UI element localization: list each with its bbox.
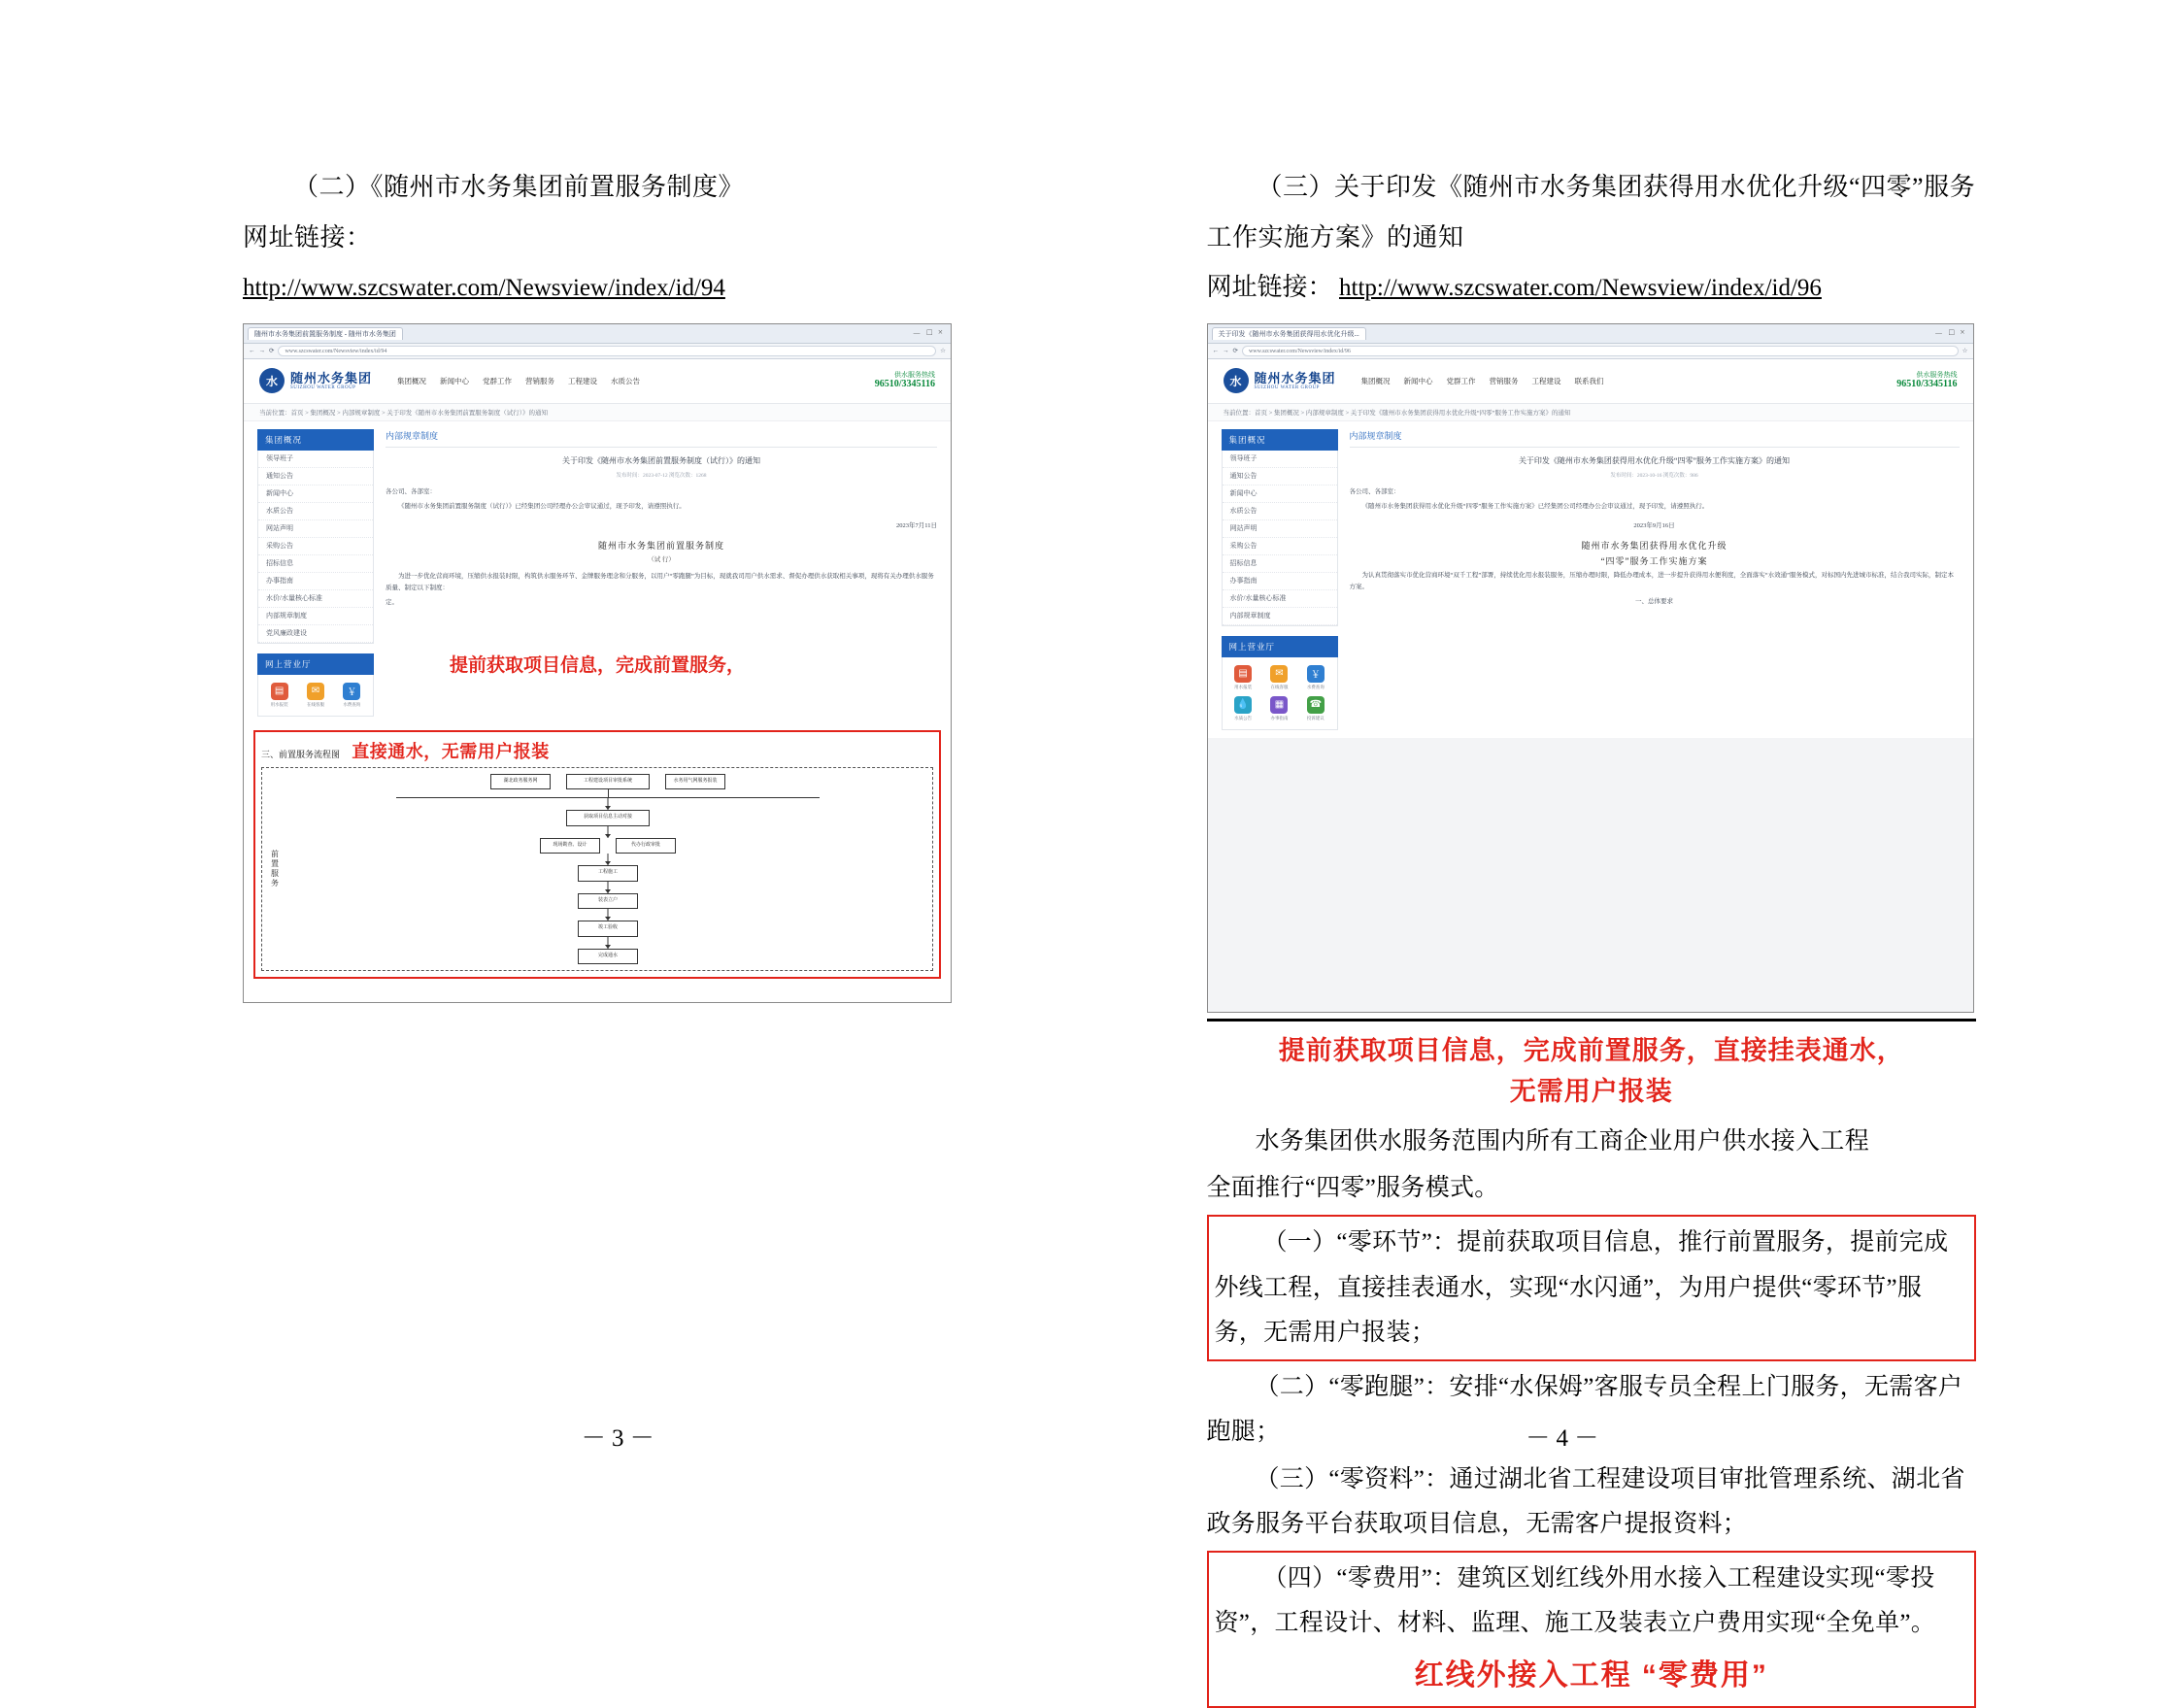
report-install-icon: ▤ xyxy=(1234,665,1252,683)
flowchart-title-row xyxy=(261,738,933,763)
annotation-line-1: 提前获取项目信息，完成前置服务， xyxy=(449,654,745,676)
inner-doc-heading-line1: 随州市水务集团获得用水优化升级 xyxy=(1581,540,1727,551)
bookmark-star-icon[interactable]: ☆ xyxy=(1962,348,1968,355)
service-icon-cell[interactable] xyxy=(1226,665,1260,690)
service-icon-label: 办事指南 xyxy=(1270,715,1289,720)
minimize-icon[interactable]: － xyxy=(912,328,922,339)
flow-node: 装表立户 xyxy=(578,893,638,910)
annotation-line-2: 无需用户报装 xyxy=(1509,1077,1673,1107)
site-logo[interactable] xyxy=(1224,368,1336,393)
sidebar-item[interactable]: 新闻中心 xyxy=(258,486,373,503)
window-controls[interactable] xyxy=(1934,327,1969,340)
article-paragraph: 各公司、各部室： xyxy=(1349,487,1400,495)
browser-addressbar xyxy=(244,344,951,359)
bill-query-icon: ￥ xyxy=(343,683,360,700)
nav-item[interactable]: 新闻中心 xyxy=(1403,376,1433,385)
sidebar-title-2: 网上营业厅 xyxy=(1222,636,1338,657)
left-url-label: 网址链接： xyxy=(243,222,372,251)
close-icon[interactable]: × xyxy=(937,326,943,337)
back-icon[interactable]: ← xyxy=(249,347,255,354)
flow-chain xyxy=(287,865,928,964)
address-input[interactable]: www.szcswater.com/Newsview/index/id/94 xyxy=(278,346,936,356)
sidebar-item[interactable]: 招标信息 xyxy=(258,555,373,573)
forward-icon[interactable]: → xyxy=(1223,347,1229,354)
sidebar-item[interactable]: 网站声明 xyxy=(258,520,373,538)
sidebar-list[interactable] xyxy=(257,451,374,644)
maximize-icon[interactable]: □ xyxy=(926,326,932,337)
sidebar-item[interactable]: 党风廉政建设 xyxy=(258,625,373,643)
sidebar-title-2: 网上营业厅 xyxy=(257,653,374,675)
sidebar-item[interactable]: 领导班子 xyxy=(1223,451,1337,468)
site-viewport xyxy=(244,359,951,1002)
nav-item[interactable]: 工程建设 xyxy=(1531,376,1561,385)
logo-text-cn: 随州水务集团 xyxy=(1254,370,1336,385)
flowchart-row-2 xyxy=(287,838,928,854)
sidebar-item[interactable]: 水质公告 xyxy=(258,503,373,520)
sidebar-item[interactable]: 办事指南 xyxy=(1223,573,1337,590)
browser-tab[interactable]: 随州市水务集团前置服务制度 - 随州市水务集团 xyxy=(248,327,403,340)
flow-node: 湖北政务服务网 xyxy=(490,774,551,790)
service-icon-label: 在线客服 xyxy=(1270,684,1289,689)
flowchart xyxy=(253,730,941,980)
page-divider xyxy=(1207,1019,1977,1021)
nav-item[interactable]: 新闻中心 xyxy=(440,376,470,385)
guide-icon: ▦ xyxy=(1270,696,1288,714)
service-icon-label: 水费查询 xyxy=(1306,684,1325,689)
service-icon-cell[interactable] xyxy=(335,683,369,708)
article-paragraph: 《随州市水务集团获得用水优化升级“四零”服务工作实施方案》已经集团公司经理办公会审议通过，现予印发，请遵照执行。 xyxy=(1361,502,1709,510)
browser-addressbar xyxy=(1208,344,1973,359)
window-controls[interactable] xyxy=(912,327,947,340)
service-icon-grid[interactable] xyxy=(257,675,374,717)
flowchart-title: 三、前置服务流程图 xyxy=(261,749,341,759)
chat-icon: ✉ xyxy=(307,683,324,700)
bill-query-icon: ￥ xyxy=(1307,665,1325,683)
article-meta: 发布时间：2023-10-16 浏览次数：986 xyxy=(1610,472,1698,479)
nav-item[interactable]: 党群工作 xyxy=(483,376,513,385)
sidebar-item[interactable]: 通知公告 xyxy=(258,468,373,486)
article-paragraph: 各公司、各部室： xyxy=(386,487,436,495)
highlight-box-item-4 xyxy=(1207,1551,1977,1708)
address-input[interactable]: www.szcswater.com/Newsview/index/id/96 xyxy=(1242,346,1959,356)
chat-icon: ✉ xyxy=(1270,665,1288,683)
flow-connector xyxy=(287,854,928,865)
flow-connector xyxy=(287,882,928,893)
service-icon-label: 投诉建议 xyxy=(1306,715,1325,720)
nav-item[interactable]: 营销服务 xyxy=(1489,376,1519,385)
article-title: 关于印发《随州市水务集团获得用水优化升级“四零”服务工作实施方案》的通知 xyxy=(1518,455,1791,465)
nav-item[interactable]: 工程建设 xyxy=(568,376,598,385)
nav-item[interactable]: 集团概况 xyxy=(397,376,427,385)
sidebar-item[interactable]: 内部规章制度 xyxy=(1223,608,1337,625)
bookmark-star-icon[interactable]: ☆ xyxy=(940,348,946,355)
flow-connector xyxy=(287,826,928,838)
left-page xyxy=(146,165,1090,1483)
annotation-line-2: 直接通水，无需用户报装 xyxy=(352,741,550,761)
nav-item[interactable]: 集团概况 xyxy=(1360,376,1391,385)
nav-item[interactable]: 水质公告 xyxy=(611,376,641,385)
left-url[interactable]: http://www.szcswater.com/Newsview/index/id/94 xyxy=(243,275,725,301)
right-heading-line2: 工作实施方案》的通知 xyxy=(1206,222,1464,251)
flow-node: 工程建设项目审批系统 xyxy=(566,774,650,790)
flow-connector xyxy=(287,909,928,921)
doc-item: （三）“零资料”：通过湖北省工程建设项目审批管理系统、湖北省政务服务平台获取项目信息，无需客户提报资料； xyxy=(1206,1465,1965,1537)
sidebar-item[interactable]: 采购公告 xyxy=(1223,538,1337,555)
service-icon-cell[interactable] xyxy=(298,683,332,708)
article-meta: 发布时间：2023-07-12 浏览次数：1268 xyxy=(616,472,707,479)
sidebar-item[interactable]: 通知公告 xyxy=(1223,468,1337,486)
service-icon-label: 水费查询 xyxy=(343,701,361,707)
flow-merge-wrap xyxy=(287,810,928,826)
sidebar-list[interactable] xyxy=(1222,451,1338,626)
site-body xyxy=(244,421,951,724)
service-icon-cell[interactable] xyxy=(1298,665,1332,690)
right-page-number: － 4 － xyxy=(1526,1425,1599,1452)
hotline xyxy=(875,371,935,390)
flow-node: 竣工验收 xyxy=(578,921,638,937)
logo-text-en: SUIZHOU WATER GROUP xyxy=(290,385,356,390)
service-icon-cell[interactable] xyxy=(1262,696,1296,721)
browser-tabbar xyxy=(1208,324,1973,344)
close-icon[interactable]: × xyxy=(1960,326,1965,337)
water-quality-icon: 💧 xyxy=(1234,696,1252,714)
left-heading: （二）《随州市水务集团前置服务制度》 xyxy=(293,173,745,201)
right-url[interactable]: http://www.szcswater.com/Newsview/index/id/96 xyxy=(1339,275,1822,301)
report-install-icon: ▤ xyxy=(271,683,288,700)
flowchart-inner xyxy=(261,767,933,972)
site-nav[interactable] xyxy=(397,376,640,386)
main-section-title: 内部规章制度 xyxy=(1350,429,1960,448)
sidebar-item[interactable]: 水质公告 xyxy=(1223,503,1337,520)
right-screenshot xyxy=(1207,323,1974,1013)
article-date: 2023年9月16日 xyxy=(1633,521,1675,529)
sidebar-item[interactable]: 招标信息 xyxy=(1223,555,1337,573)
site-nav[interactable] xyxy=(1361,376,1604,386)
right-page xyxy=(1090,165,2035,1691)
hotline-number: 96510/3345116 xyxy=(874,379,935,390)
article-paragraph: 《随州市水务集团前置服务制度（试行）》已经集团公司经理办公会审议通过，现予印发，请遵照执行。 xyxy=(398,502,686,510)
site-body xyxy=(1208,421,1973,738)
service-icon-label: 在线客服 xyxy=(306,701,324,707)
site-viewport xyxy=(1208,359,1973,738)
browser-tab[interactable]: 关于印发《随州市水务集团获得用水优化升级... xyxy=(1212,327,1366,340)
article-date: 2023年7月11日 xyxy=(895,521,937,529)
inner-doc-heading: 随州市水务集团前置服务制度 xyxy=(597,540,724,551)
sidebar-item[interactable]: 办事指南 xyxy=(258,573,373,590)
inner-doc-section: 一、总体要求 xyxy=(1635,597,1673,605)
right-url-label: 网址链接： xyxy=(1206,273,1333,301)
nav-item[interactable]: 党群工作 xyxy=(1446,376,1476,385)
maximize-icon[interactable]: □ xyxy=(1948,326,1955,337)
flowchart-vertical-label: 前置服务 xyxy=(270,850,280,888)
left-screenshot xyxy=(243,323,952,1003)
doc-item: （一）“零环节”：提前获取项目信息，推行前置服务，提前完成外线工程，直接挂表通水，实现“水闪通”，为用户提供“零环节”服务，无需用户报装； xyxy=(1214,1229,1949,1346)
service-icon-cell[interactable] xyxy=(1298,696,1332,721)
inner-doc-subheading: （试 行） xyxy=(648,555,675,563)
doc-paragraph: 全面推行“四零”服务模式。 xyxy=(1206,1175,1499,1201)
sidebar-item[interactable]: 水价/水量核心标准 xyxy=(1223,590,1337,608)
sidebar-item[interactable]: 内部规章制度 xyxy=(258,608,373,625)
hotline-number: 96510/3345116 xyxy=(1896,379,1958,390)
reload-icon[interactable]: ⟳ xyxy=(269,348,275,355)
service-icon-label: 用水报装 xyxy=(1234,684,1253,689)
left-url-line xyxy=(243,265,1013,310)
browser-tabbar xyxy=(244,324,951,344)
hotline xyxy=(1896,371,1957,390)
service-icon-cell[interactable] xyxy=(262,683,296,708)
forward-icon[interactable]: → xyxy=(258,347,265,354)
flow-node: 工程施工 xyxy=(578,865,638,882)
flowchart-row-1 xyxy=(287,774,928,790)
right-url-line xyxy=(1207,265,1977,310)
sidebar-title: 集团概况 xyxy=(1222,429,1338,451)
doc-paragraph: 水务集团供水服务范围内所有工商企业用户供水接入工程 xyxy=(1255,1127,1870,1155)
inner-doc-heading-line2: “四零”服务工作实施方案 xyxy=(1600,555,1708,566)
service-icon-grid[interactable] xyxy=(1222,657,1338,730)
hotline-label: 供水服务热线 xyxy=(1916,371,1958,380)
water-drop-logo-icon: 水 xyxy=(259,368,285,393)
service-icon-cell[interactable] xyxy=(1226,696,1260,721)
service-icon-cell[interactable] xyxy=(1262,665,1296,690)
flow-connector xyxy=(287,789,928,797)
back-icon[interactable]: ← xyxy=(1212,347,1219,354)
annotation-line-1: 提前获取项目信息，完成前置服务，直接挂表通水， xyxy=(1278,1035,1904,1065)
nav-item[interactable]: 营销服务 xyxy=(525,376,555,385)
flow-connector xyxy=(287,798,928,810)
main-column xyxy=(1350,429,1960,730)
breadcrumb: 当前位置：首页 > 集团概况 > 内部规章制度 > 关于印发《随州市水务集团获得用水优化升级“四零”服务工作实施方案》的通知 xyxy=(1208,404,1973,421)
flow-node: 水务用气网服务报装 xyxy=(665,774,725,790)
logo-text-cn: 随州水务集团 xyxy=(290,370,373,385)
doc-item: （四）“零费用”：建筑区划红线外用水接入工程建设实现“零投资”，工程设计、材料、监理、施工及装表立户费用实现“全免单”。 xyxy=(1214,1565,1936,1637)
main-section-title: 内部规章制度 xyxy=(386,429,937,448)
sidebar-item[interactable]: 水价/水量核心标准 xyxy=(258,590,373,608)
site-header xyxy=(1208,359,1973,404)
article-title: 关于印发《随州市水务集团前置服务制度（试行）》的通知 xyxy=(562,455,760,465)
doc-item: （二）“零跑腿”：安排“水保姆”客服专员全程上门服务，无需客户跑腿； xyxy=(1206,1374,1963,1446)
service-icon-label: 用水报装 xyxy=(270,701,288,707)
hotline-label: 供水服务热线 xyxy=(894,371,935,380)
right-doc-content xyxy=(1207,1031,1977,1708)
sidebar-item[interactable]: 采购公告 xyxy=(258,538,373,555)
nav-item[interactable]: 联系我们 xyxy=(1574,376,1604,385)
logo-text-en: SUIZHOU WATER GROUP xyxy=(1254,385,1320,390)
site-header xyxy=(244,359,951,404)
sidebar xyxy=(1222,429,1338,730)
flow-connector xyxy=(287,937,928,949)
inner-doc-tail: 定。 xyxy=(386,598,398,606)
big-annotation: 红线外接入工程 “零费用” xyxy=(1414,1658,1768,1691)
water-drop-logo-icon: 水 xyxy=(1224,368,1249,393)
flow-node: 获取项目信息主动对接 xyxy=(566,810,650,826)
inner-doc-body: 为进一步优化营商环境，压缩供水报装时限，构筑供水服务环节、金牌服务理念和分服务，以用户“零跑腿”为目标，现就我司用户供水需求、督促办理供水获取相关事项，现将有关办理供水服务质量、制定以下制度： xyxy=(386,572,934,591)
sidebar-item[interactable]: 领导班子 xyxy=(258,451,373,468)
flow-node: 代办行政审批 xyxy=(616,838,676,854)
highlight-box-item-1 xyxy=(1207,1215,1977,1361)
site-logo[interactable] xyxy=(259,368,372,393)
breadcrumb: 当前位置：首页 > 集团概况 > 内部规章制度 > 关于印发《随州市水务集团前置服务制度（试行）》的通知 xyxy=(244,404,951,421)
sidebar-item[interactable]: 网站声明 xyxy=(1223,520,1337,538)
sidebar-title: 集团概况 xyxy=(257,429,374,451)
left-page-number: － 3 － xyxy=(581,1425,654,1452)
reload-icon[interactable]: ⟳ xyxy=(1232,348,1238,355)
sidebar-item[interactable]: 新闻中心 xyxy=(1223,486,1337,503)
minimize-icon[interactable]: － xyxy=(1933,328,1943,339)
phone-icon: ☎ xyxy=(1307,696,1325,714)
right-heading-line1: （三）关于印发《随州市水务集团获得用水优化升级“四零”服务 xyxy=(1257,173,1976,201)
flow-node: 完成通水 xyxy=(578,949,638,965)
inner-doc-body: 为认真贯彻落实市优化营商环境“双千工程”部署，持续优化用水报装服务，压缩办理时限，降低办理成本，进一步提升获得用水便利度，全面落实“水效通”服务模式，对标国内先进城市标准，结合我司实际，制定本方案。 xyxy=(1349,571,1955,590)
flow-node: 现场勘查、设计 xyxy=(540,838,600,854)
flowchart-body xyxy=(287,774,928,965)
service-icon-label: 水质公告 xyxy=(1234,715,1253,720)
